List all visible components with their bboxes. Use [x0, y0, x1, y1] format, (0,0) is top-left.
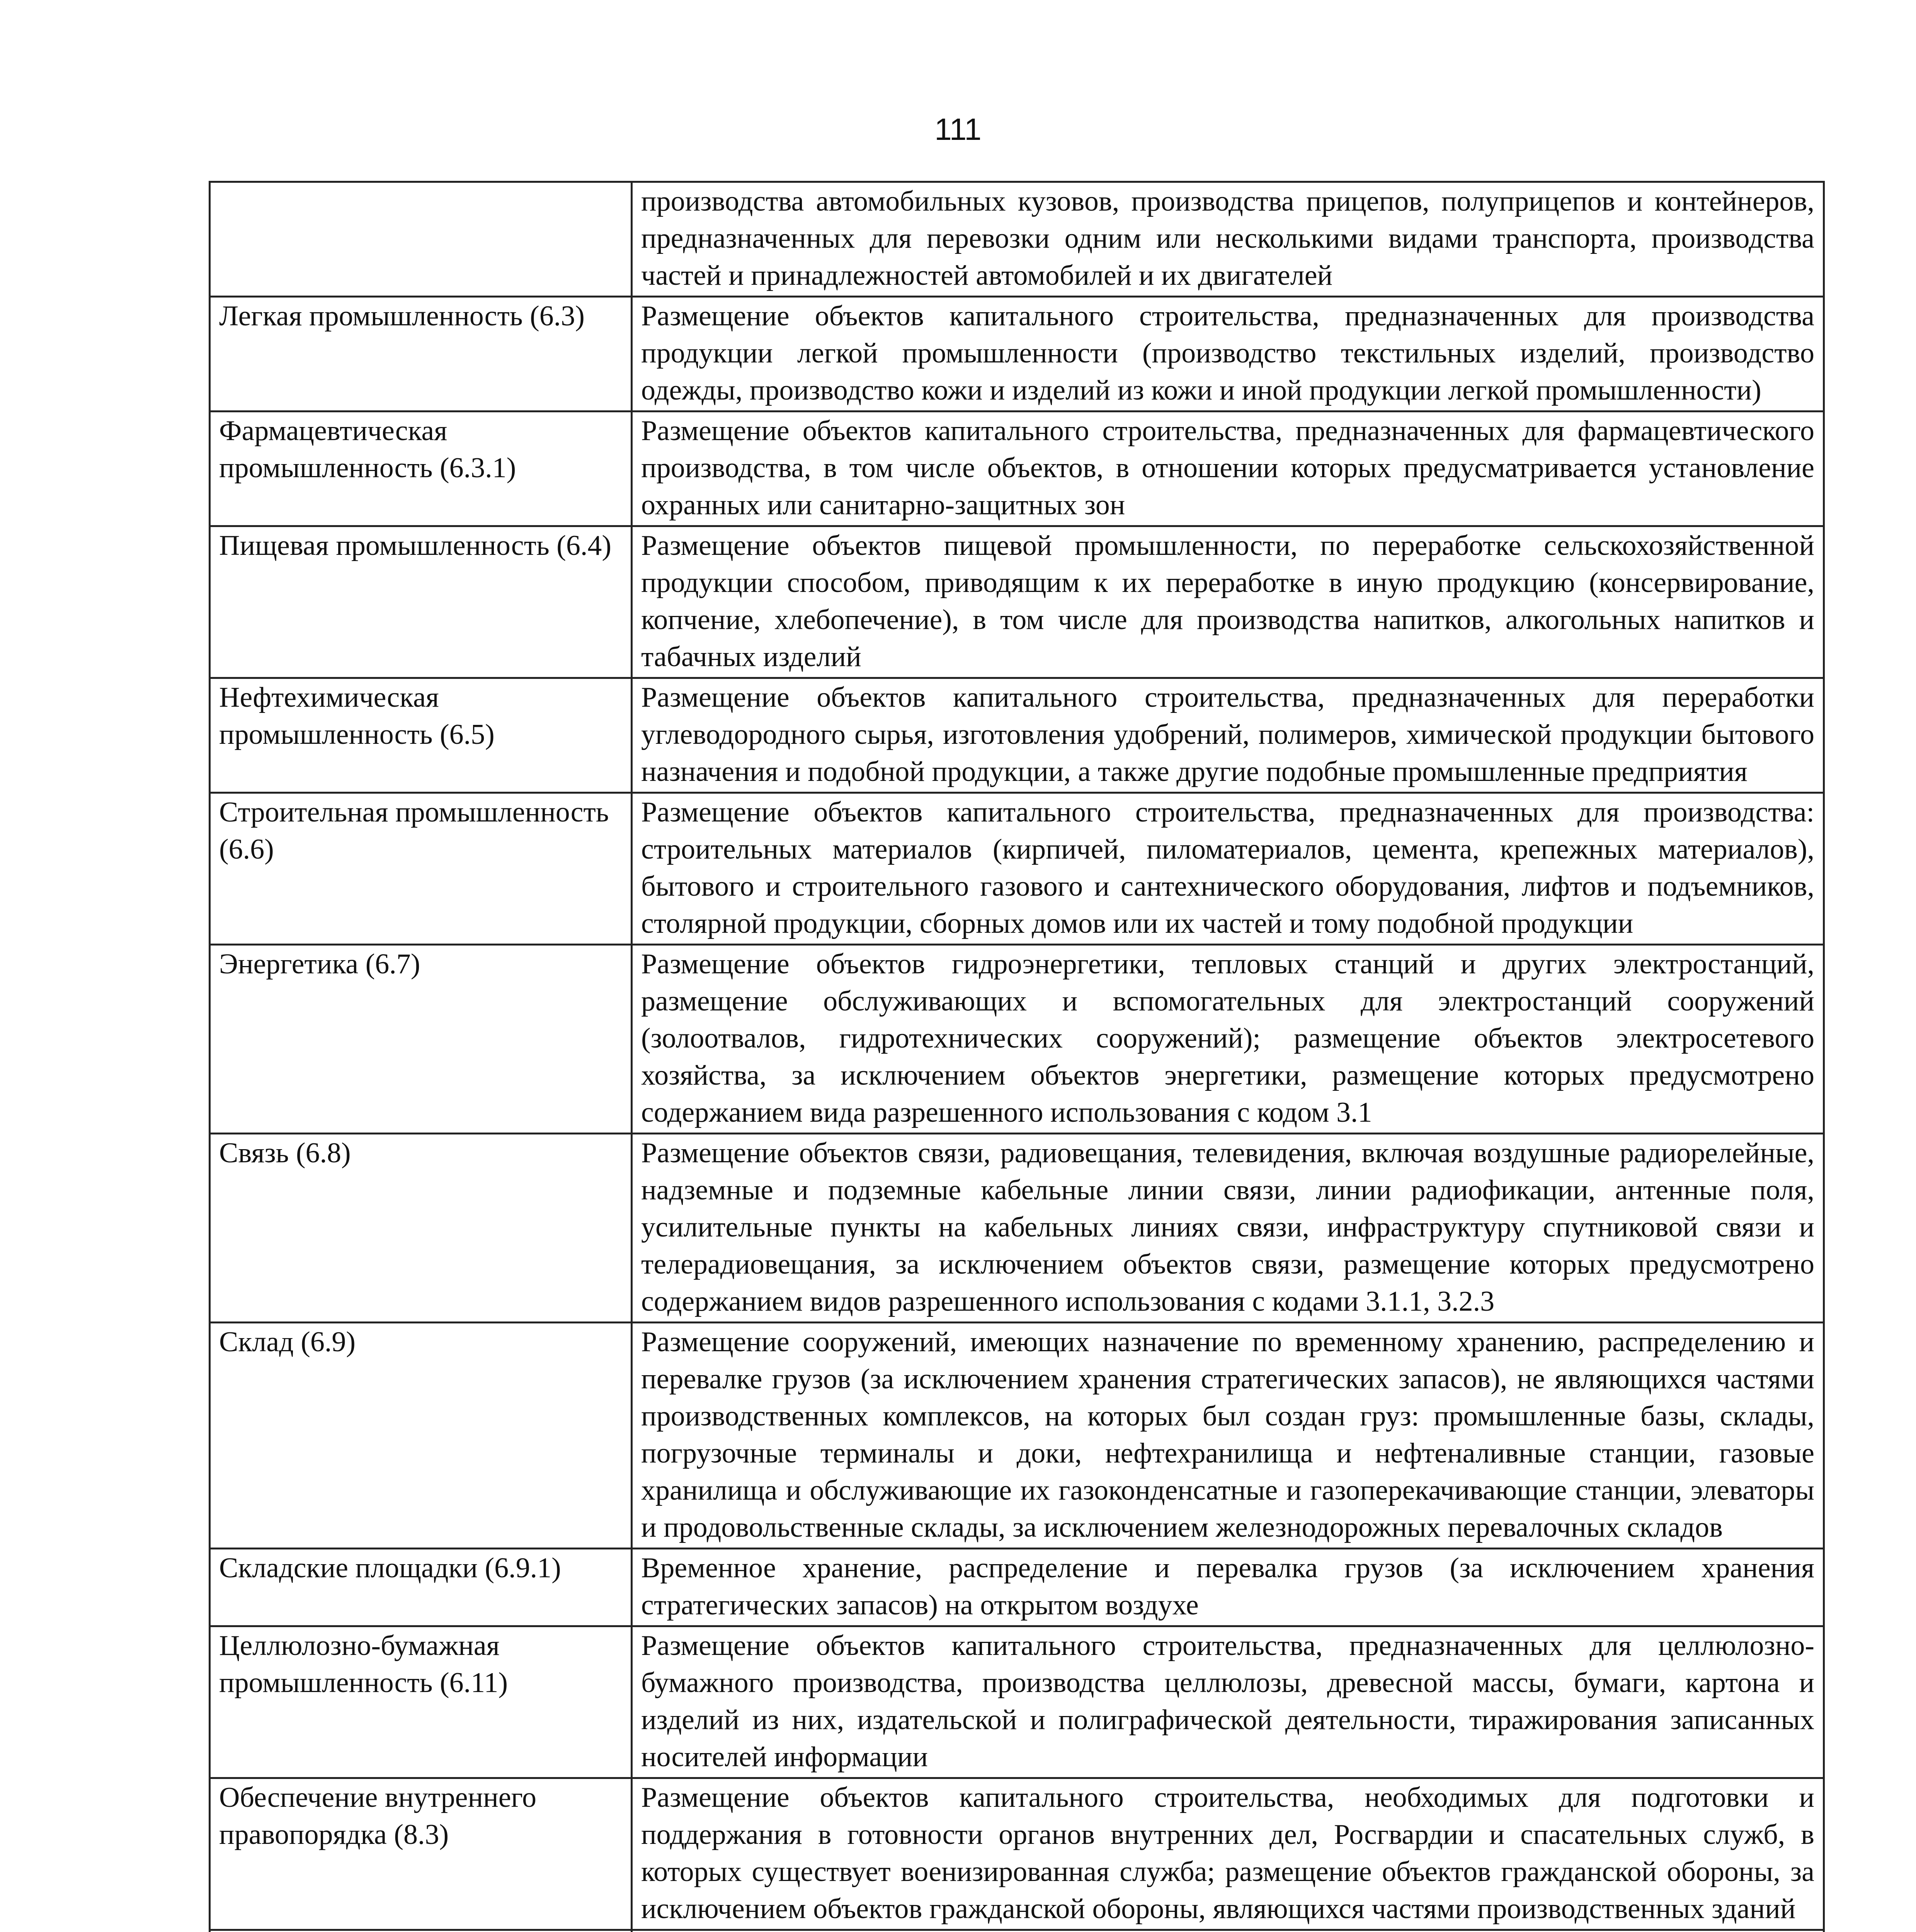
use-type-description: Размещение объектов гидроэнергетики, тепловых станций и других электростанций, размещение обслуживающих и вспомогательных для электростанций сооружений (золоотвалов, гидротехнических сооружений); размещение объектов электросетевого хозяйства, за исключением объектов энергетики, размещение которых предусмотрено содержанием вида разрешенного использования с кодом 3.1 [632, 945, 1824, 1134]
use-type-name: Склад (6.9) [210, 1323, 632, 1549]
table-row [210, 412, 1824, 526]
table-row [210, 182, 1824, 297]
use-type-name: Строительная промышленность (6.6) [210, 793, 632, 945]
use-type-description: Размещение объектов пищевой промышленности, по переработке сельскохозяйственной продукции способом, приводящим к их переработке в иную продукцию (консервирование, копчение, хлебопечение), в том числе для производства напитков, алкогольных напитков и табачных изделий [632, 526, 1824, 678]
table-row [210, 297, 1824, 412]
table-row [210, 678, 1824, 793]
page-number: 111 [934, 112, 982, 146]
use-type-description: Размещение объектов капитального строительства, предназначенных для переработки углеводородного сырья, изготовления удобрений, полимеров, химической продукции бытового назначения и подобной продукции, а также другие подобные промышленные предприятия [632, 678, 1824, 793]
table-row [210, 1626, 1824, 1778]
land-use-table [209, 181, 1825, 1932]
table-row [210, 526, 1824, 678]
table-row [210, 1323, 1824, 1549]
use-type-description: Временное хранение, распределение и перевалка грузов (за исключением хранения стратегических запасов) на открытом воздухе [632, 1549, 1824, 1626]
use-type-name: Легкая промышленность (6.3) [210, 297, 632, 412]
use-type-description: Размещение сооружений, имеющих назначение по временному хранению, распределению и перевалке грузов (за исключением хранения стратегических запасов), не являющихся частями производственных комплексов, на которых был создан груз: промышленные базы, склады, погрузочные терминалы и доки, нефтехранилища и нефтеналивные станции, газовые хранилища и обслуживающие их газоконденсатные и газоперекачивающие станции, элеваторы и продовольственные склады, за исключением железнодорожных перевалочных складов [632, 1323, 1824, 1549]
table-row [210, 1134, 1824, 1323]
use-type-name [210, 182, 632, 297]
use-type-description: Размещение объектов капитального строительства, предназначенных для целлюлозно-бумажного производства, производства целлюлозы, древесной массы, бумаги, картона и изделий из них, издательской и полиграфической деятельности, тиражирования записанных носителей информации [632, 1626, 1824, 1778]
use-type-description: Размещение объектов капитального строительства, необходимых для подготовки и поддержания в готовности органов внутренних дел, Росгвардии и спасательных служб, в которых существует военизированная служба; размещение объектов гражданской обороны, за исключением объектов гражданской обороны, являющихся частями производственных зданий [632, 1778, 1824, 1930]
use-type-name: Нефтехимическая промышленность (6.5) [210, 678, 632, 793]
use-type-description: Размещение объектов связи, радиовещания, телевидения, включая воздушные радиорелейные, надземные и подземные кабельные линии связи, линии радиофикации, антенные поля, усилительные пункты на кабельных линиях связи, инфраструктуру спутниковой связи и телерадиовещания, за исключением объектов связи, размещение которых предусмотрено содержанием видов разрешенного использования с кодами 3.1.1, 3.2.3 [632, 1134, 1824, 1323]
use-type-description: Размещение объектов капитального строительства, предназначенных для производства: строительных материалов (кирпичей, пиломатериалов, цемента, крепежных материалов), бытового и строительного газового и сантехнического оборудования, лифтов и подъемников, столярной продукции, сборных домов или их частей и тому подобной продукции [632, 793, 1824, 945]
use-type-name: Связь (6.8) [210, 1134, 632, 1323]
use-type-name: Энергетика (6.7) [210, 945, 632, 1134]
table-row [210, 945, 1824, 1134]
use-type-description: производства автомобильных кузовов, производства прицепов, полуприцепов и контейнеров, предназначенных для перевозки одним или несколькими видами транспорта, производства частей и принадлежностей автомобилей и их двигателей [632, 182, 1824, 297]
table-row [210, 793, 1824, 945]
table-row [210, 1549, 1824, 1626]
use-type-name: Складские площадки (6.9.1) [210, 1549, 632, 1626]
use-type-description: Размещение объектов капитального строительства, предназначенных для фармацевтического производства, в том числе объектов, в отношении которых предусматривается установление охранных или санитарно-защитных зон [632, 412, 1824, 526]
use-type-name [210, 1930, 632, 1932]
table-row [210, 1778, 1824, 1930]
use-type-name: Фармацевтическая промышленность (6.3.1) [210, 412, 632, 526]
use-type-description: Размещение объектов капитального строительства, предназначенных для производства продукции легкой промышленности (производство текстильных изделий, производство одежды, производство кожи и изделий из кожи и иной продукции легкой промышленности) [632, 297, 1824, 412]
use-type-name: Целлюлозно-бумажная промышленность (6.11) [210, 1626, 632, 1778]
use-type-description [632, 1930, 1824, 1932]
use-type-name: Обеспечение внутреннего правопорядка (8.3) [210, 1778, 632, 1930]
use-type-name: Пищевая промышленность (6.4) [210, 526, 632, 678]
table-row [210, 1930, 1824, 1932]
